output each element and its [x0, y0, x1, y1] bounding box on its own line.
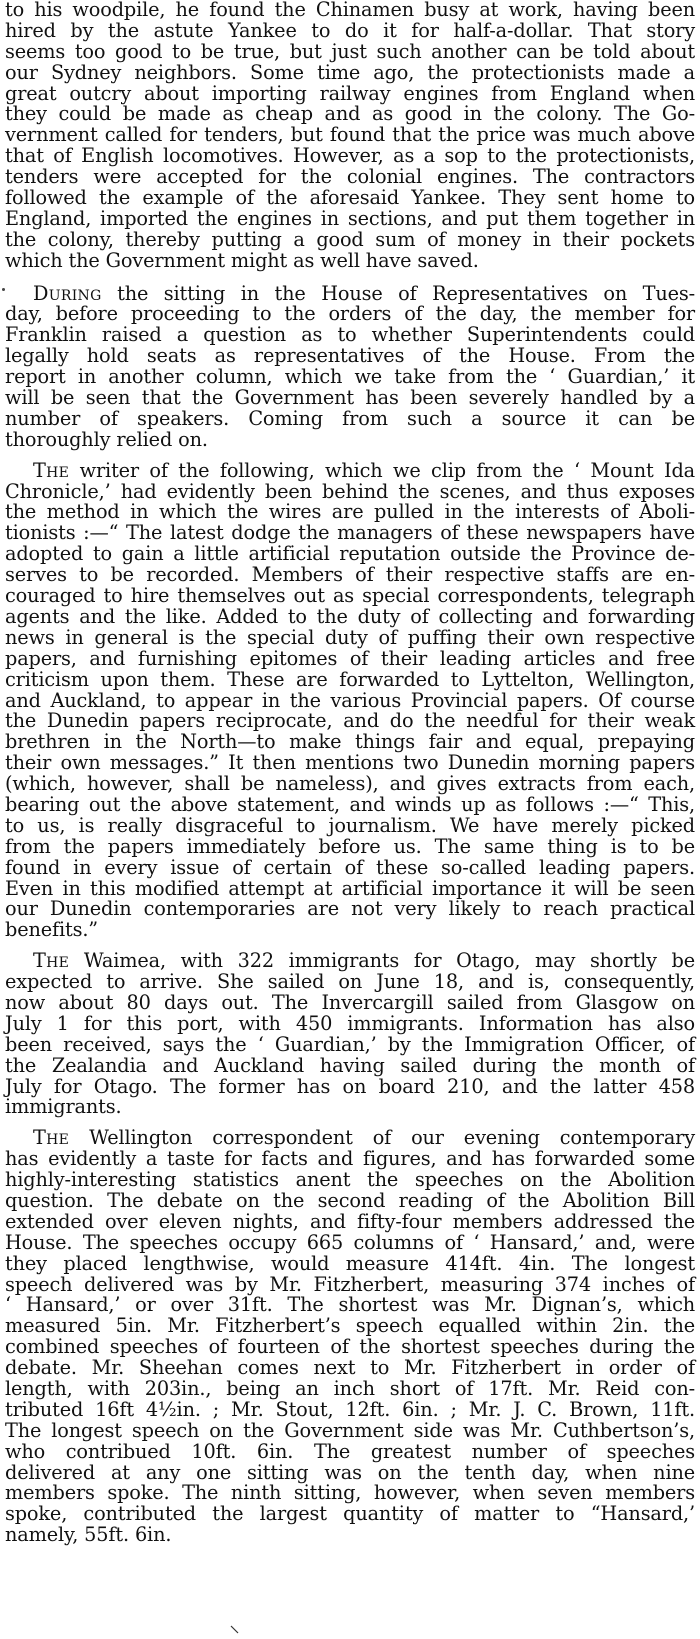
ink-speck [2, 288, 5, 291]
text-line [5, 458, 695, 482]
text-line: tionists :—“ The latest dodge the managers of these newspapers have [5, 521, 695, 545]
text-line: bearing out the above statement, and winds up as follows :—“ This, [5, 792, 695, 816]
text-line: criticism upon them. These are forwarded to Lyttelton, Wellington, [5, 667, 695, 691]
text-line: hired by the astute Yankee to do it for half-a-dollar. That story [5, 18, 695, 42]
text-line [5, 281, 695, 305]
paragraph-superintendents [5, 281, 695, 451]
paragraph-waimea-immigrants [5, 951, 695, 1118]
text-line: our Dunedin contemporaries are not very likely to reach practical [5, 897, 695, 921]
paragraph-mount-ida-chronicle [5, 458, 695, 942]
line-rest: the sitting in the House of Representatives on Tues- [101, 281, 695, 305]
text-line: highly-interesting statistics anent the speeches on the Abolition [5, 1168, 695, 1192]
text-line: extended over eleven nights, and fifty-four members addressed the [5, 1209, 695, 1233]
text-line: who contribued 10ft. 6in. The greatest number of speeches [5, 1439, 695, 1463]
text-line: number of speakers. Coming from such a source it can be [5, 406, 695, 430]
text-line: which the Government might as well have saved. [5, 248, 479, 272]
line-rest: Waimea, with 322 immigrants for Otago, may shortly be [69, 949, 695, 973]
lead-word: The [33, 1126, 70, 1150]
text-line: members spoke. The ninth sitting, however, when seven members [5, 1481, 695, 1505]
text-line: speech delivered was by Mr. Fitzherbert, measuring 374 inches of [5, 1272, 695, 1296]
text-line: (which, however, shall be nameless), and gives extracts from each, [5, 772, 695, 796]
text-line: agents and the like. Added to the duty of collecting and forwarding [5, 604, 695, 628]
text-line: they placed lengthwise, would measure 414ft. 4in. The longest [5, 1251, 695, 1275]
text-line: question. The debate on the second reading of the Abolition Bill [5, 1188, 695, 1212]
text-line: House. The speeches occupy 665 columns of ‘ Hansard,’ and, were [5, 1230, 695, 1254]
text-line: report in another column, which we take from the ‘ Guardian,’ it [5, 365, 695, 389]
text-line: immigrants. [5, 1095, 122, 1119]
text-line: vernment called for tenders, but found that the price was much above [5, 123, 695, 147]
text-line: legally hold seats as representatives of the House. From the [5, 344, 695, 368]
text-line [5, 951, 695, 972]
text-line: now about 80 days out. The Invercargill sailed from Glasgow on [5, 990, 695, 1014]
lead-word: During [33, 281, 102, 305]
text-line: July 1 for this port, with 450 immigrants. Information has also [5, 1011, 695, 1035]
text-line: July for Otago. The former has on board 210, and the latter 458 [5, 1074, 695, 1098]
text-line: serves to be recorded. Members of their respective staffs are en- [5, 563, 695, 587]
text-line: Chronicle,’ had evidently been behind the scenes, and thus exposes [5, 479, 695, 503]
text-line: brethren in the North—to make things fair and equal, prepaying [5, 730, 695, 754]
text-line: followed the example of the aforesaid Yankee. They sent home to [5, 186, 695, 210]
text-line: the method in which the wires are pulled in the interests of Aboli- [5, 500, 695, 524]
text-line: combined speeches of fourteen of the shortest speeches during the [5, 1335, 695, 1359]
paragraph-hansard-statistics [5, 1128, 695, 1546]
text-line: their own messages.” It then mentions two Dunedin morning papers [5, 751, 695, 775]
line-rest: writer of the following, which we clip from the ‘ Mount Ida [69, 458, 695, 482]
text-line: will be seen that the Government has been severely handled by a [5, 386, 695, 410]
text-line [5, 1128, 695, 1149]
text-line: the Dunedin papers reciprocate, and do the needful for their weak [5, 709, 695, 733]
text-line: thoroughly relied on. [5, 427, 208, 451]
text-line: expected to arrive. She sailed on June 18, and is, consequently, [5, 970, 695, 994]
text-line: from the papers immediately before us. The same thing is to be [5, 834, 695, 858]
text-line: been received, says the ‘ Guardian,’ by the Immigration Officer, of [5, 1032, 695, 1056]
text-line: England, imported the engines in sections, and put them together in [5, 206, 695, 230]
text-line: The longest speech on the Government side was Mr. Cuthbertson’s, [5, 1418, 695, 1442]
text-line: length, with 203in., being an inch short of 17ft. Mr. Reid con- [5, 1377, 695, 1400]
lead-word: The [33, 458, 70, 482]
line-rest: Wellington correspondent of our evening contemporary [69, 1126, 695, 1150]
text-line: found in every issue of certain of these so-called leading papers. [5, 855, 695, 879]
text-line: seems too good to be true, but just such another can be told about [5, 39, 695, 63]
text-line: to us, is really disgraceful to journalism. We have merely picked [5, 813, 695, 837]
paragraph-woodpile-story [5, 0, 695, 272]
text-line: adopted to gain a little artificial reputation outside the Province de- [5, 542, 695, 566]
text-line: the colony, thereby putting a good sum of money in their pockets [5, 227, 695, 251]
text-line: tributed 16ft 4½in. ; Mr. Stout, 12ft. 6in. ; Mr. J. C. Brown, 11ft. [5, 1397, 695, 1421]
text-line: Even in this modified attempt at artificial importance it will be seen [5, 876, 695, 900]
text-line: debate. Mr. Sheehan comes next to Mr. Fitzherbert in order of [5, 1356, 695, 1380]
text-line: Franklin raised a question as to whether Superintendents could [5, 323, 695, 347]
text-line: ‘ Hansard,’ or over 31ft. The shortest was Mr. Dignan’s, which [5, 1293, 695, 1317]
text-line: to his woodpile, he found the Chinamen busy at work, having been [5, 0, 695, 21]
lead-word: The [33, 949, 70, 973]
text-line: namely, 55ft. 6in. [5, 1523, 172, 1547]
text-line: and Auckland, to appear in the various Provincial papers. Of course [5, 688, 695, 712]
text-line: they could be made as cheap and as good in the colony. The Go- [5, 102, 695, 126]
text-line: great outcry about importing railway engines from England when [5, 81, 695, 105]
stray-ink-mark [230, 1625, 240, 1635]
text-line: that of English locomotives. However, as a sop to the protectionists, [5, 144, 695, 168]
text-line: benefits.” [5, 918, 99, 942]
text-line: papers, and furnishing epitomes of their leading articles and free [5, 646, 695, 670]
text-line: delivered at any one sitting was on the tenth day, when nine [5, 1460, 695, 1484]
text-line: news in general is the special duty of puffing their own respective [5, 625, 695, 649]
article-column [5, 0, 695, 1546]
text-line: spoke, contributed the largest quantity of matter to “Hansard,’ [5, 1502, 695, 1526]
text-line: couraged to hire themselves out as special correspondents, telegraph [5, 584, 695, 608]
text-line: tenders were accepted for the colonial engines. The contractors [5, 165, 695, 189]
text-line: measured 5in. Mr. Fitzherbert’s speech equalled within 2in. the [5, 1314, 695, 1338]
text-line: the Zealandia and Auckland having sailed during the month of [5, 1053, 695, 1077]
text-line: day, before proceeding to the orders of the day, the member for [5, 302, 695, 326]
text-line: our Sydney neighbors. Some time ago, the protectionists made a [5, 60, 695, 84]
text-line: has evidently a taste for facts and figures, and has forwarded some [5, 1147, 695, 1171]
